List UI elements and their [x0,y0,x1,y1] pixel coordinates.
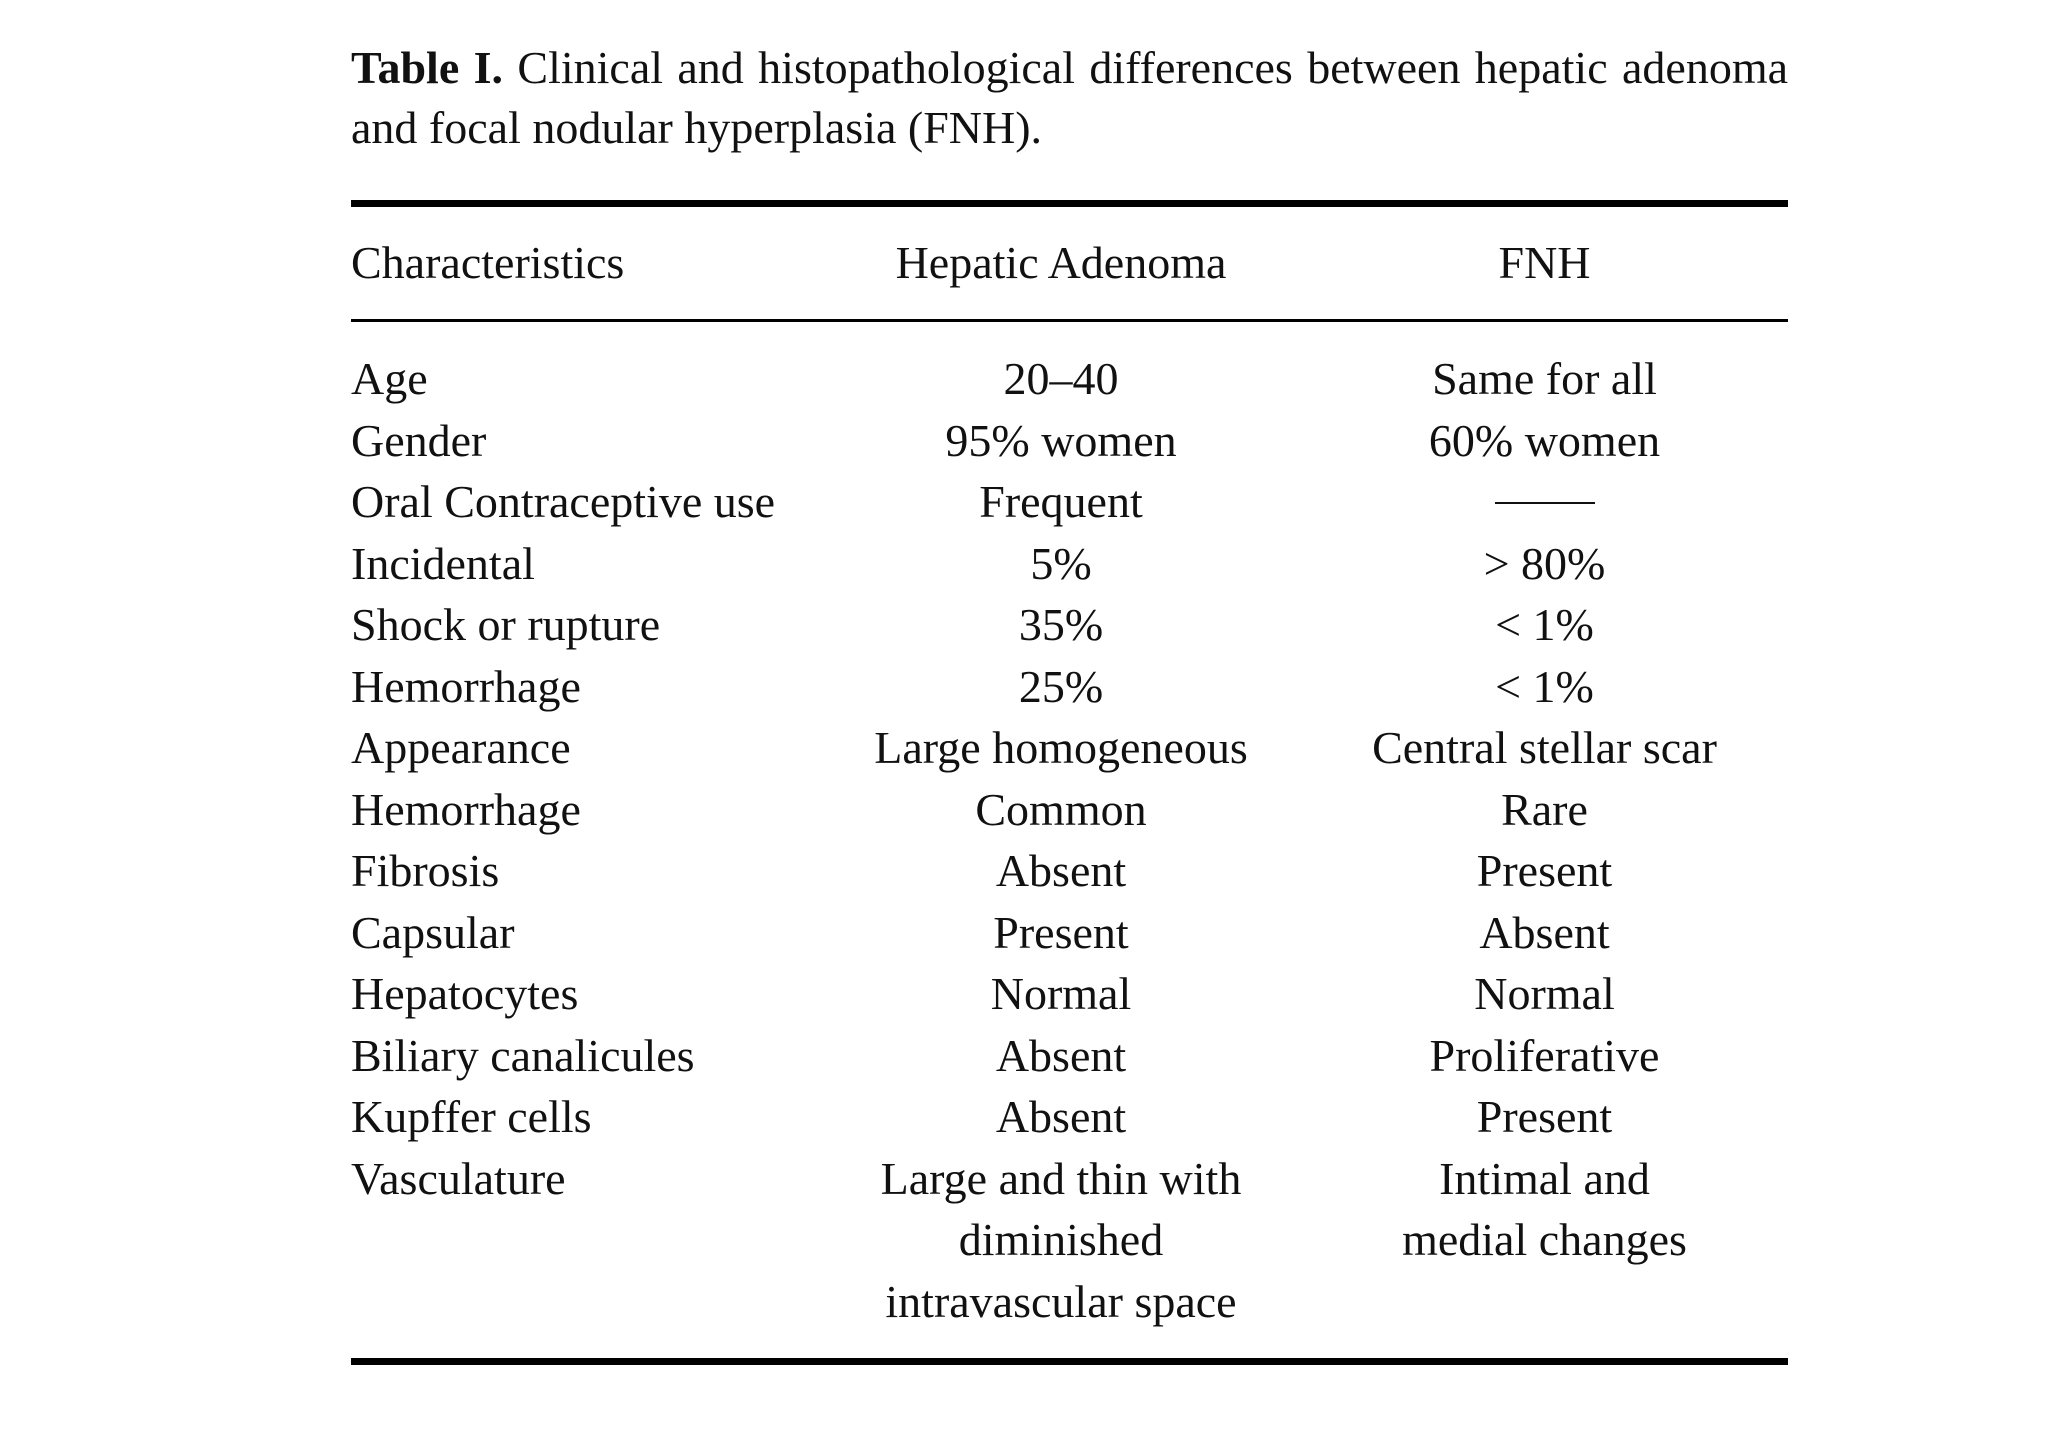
cell-characteristic: Vasculature [351,1152,566,1204]
cell-adenoma: 35% [1018,599,1104,650]
cell-adenoma: 20–40 [1003,353,1119,404]
cell-fnh: Present [1476,1091,1613,1142]
column-header-fnh: FNH [1498,237,1591,288]
table-row [351,902,1788,964]
cell-characteristic: Fibrosis [351,845,500,896]
cell-fnh: Present [1476,845,1613,896]
bottom-rule [351,1358,1788,1365]
cell-characteristic: Incidental [351,537,535,589]
cell-characteristic: Appearance [351,722,571,773]
table-row [351,348,1788,410]
table-caption [351,38,1788,158]
table-row [351,840,1788,902]
cell-adenoma: Large homogeneous [874,722,1248,773]
cell-adenoma: Absent [995,1029,1127,1081]
cell-adenoma: 25% [1018,660,1104,712]
table-caption-text: Clinical and histopathological differences between hepatic adenoma and focal nodular hyperplasia (FNH). [351,42,1789,153]
cell-fnh-dash [1301,471,1788,533]
cell-characteristic: Hemorrhage [351,783,581,835]
cell-characteristic: Shock or rupture [351,599,661,650]
table-row [351,410,1788,472]
cell-characteristic: Gender [351,414,487,466]
column-header-hepatic-adenoma: Hepatic Adenoma [895,237,1227,288]
cell-fnh: Central stellar scar [1372,722,1717,773]
cell-characteristic: Hemorrhage [351,660,581,712]
table-row [351,963,1788,1025]
table-document [351,38,1788,1365]
cell-fnh: > 80% [1483,537,1606,589]
cell-fnh: < 1% [1495,599,1594,650]
cell-adenoma: Present [993,906,1129,958]
cell-fnh: < 1% [1495,660,1594,712]
cell-fnh: Intimal and medial changes [1402,1152,1687,1265]
cell-adenoma: 95% women [945,414,1177,466]
top-rule [351,200,1788,207]
comparison-table-body [351,322,1788,1358]
table-row [351,1025,1788,1087]
table-row [351,594,1788,656]
cell-fnh: Normal [1474,968,1615,1019]
dash-mark [1495,502,1595,504]
table-row [351,471,1788,533]
cell-fnh: Rare [1501,783,1588,835]
cell-adenoma: Large and thin with diminished intravascular space [880,1152,1242,1327]
cell-adenoma: Common [975,783,1147,835]
cell-characteristic: Hepatocytes [351,968,579,1019]
comparison-table [351,207,1788,319]
table-row [351,717,1788,779]
cell-fnh: 60% women [1428,414,1661,466]
cell-fnh: Proliferative [1429,1029,1660,1081]
cell-characteristic: Oral Contraceptive use [351,476,776,527]
cell-adenoma: 5% [1030,537,1092,589]
table-row [351,1148,1788,1333]
header-row [351,207,1788,319]
cell-characteristic: Biliary canalicules [351,1029,695,1081]
table-row [351,779,1788,841]
table-row [351,1086,1788,1148]
table-caption-label: Table I. [351,42,504,93]
cell-fnh: Same for all [1432,353,1657,404]
column-header-characteristics: Characteristics [351,237,625,288]
cell-fnh: Absent [1479,906,1610,958]
cell-characteristic: Capsular [351,906,515,958]
table-row [351,656,1788,718]
table-row [351,533,1788,595]
cell-adenoma: Frequent [979,476,1143,527]
cell-adenoma: Absent [995,845,1127,896]
cell-characteristic: Kupffer cells [351,1091,592,1142]
cell-adenoma: Normal [990,968,1132,1019]
cell-adenoma: Absent [995,1091,1127,1142]
cell-characteristic: Age [351,353,428,404]
